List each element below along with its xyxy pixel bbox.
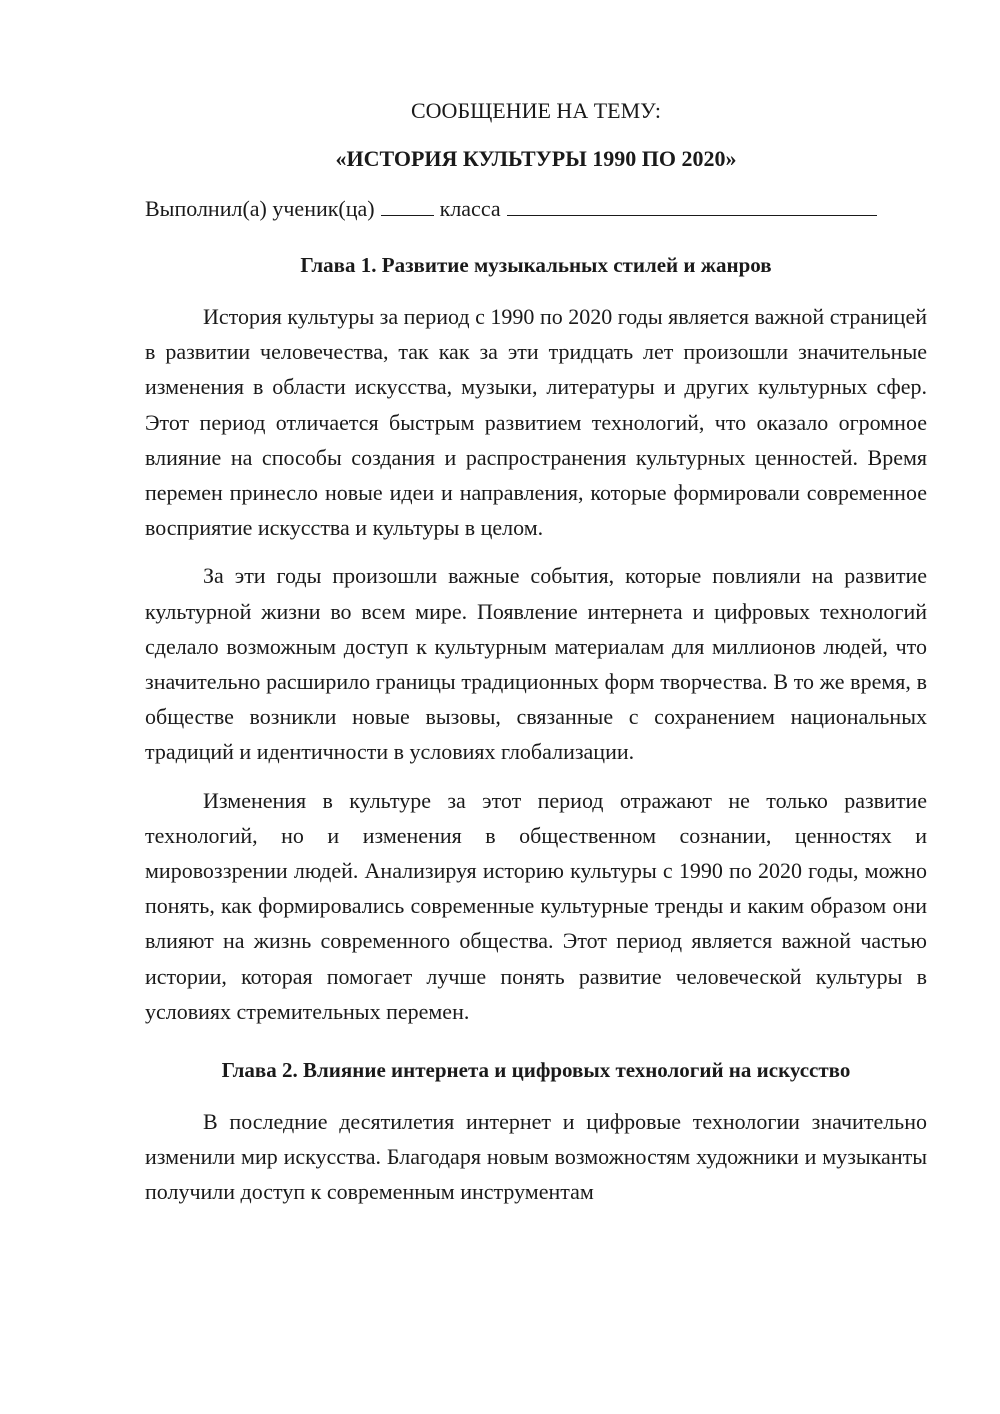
document-page bbox=[145, 92, 927, 1210]
chapter2-paragraph-1: В последние десятилетия интернет и цифровые технологии значительно изменили мир искусства. Благодаря новым возможностям художники и музыканты получили доступ к современным инструментам bbox=[145, 1109, 927, 1205]
chapter1-paragraph-3: Изменения в культуре за этот период отражают не только развитие технологий, но и изменения в общественном сознании, ценностях и мировоззрении людей. Анализируя историю культуры с 1990 по 2020 годы, можно понять, как формировались современные культурные тренды и каким образом они влияют на жизнь современного общества. Этот период является важной частью истории, которая помогает лучше понять развитие человеческой культуры в условиях стремительных перемен. bbox=[145, 787, 927, 1024]
chapter1-paragraph-1: История культуры за период с 1990 по 2020 годы является важной страницей в развитии человечества, так как за эти тридцать лет произошли значительные изменения в области искусства, музыки, литературы и других культурных сфер. Этот период отличается быстрым развитием технологий, что оказало огромное влияние на способы создания и распространения культурных ценностей. Время перемен принесло новые идеи и направления, которые формировали современное восприятие искусства и культуры в целом. bbox=[145, 304, 927, 541]
chapter2-heading: Глава 2. Влияние интернета и цифровых технологий на искусство bbox=[221, 1058, 851, 1083]
class-label-text: класса bbox=[439, 196, 501, 221]
document-title-line1: СООБЩЕНИЕ НА ТЕМУ: bbox=[411, 98, 661, 123]
student-name-blank bbox=[507, 195, 877, 216]
class-number-blank bbox=[381, 195, 434, 216]
student-info-line bbox=[145, 194, 927, 224]
document-title-line2: «ИСТОРИЯ КУЛЬТУРЫ 1990 ПО 2020» bbox=[335, 146, 737, 171]
student-prefix-text: Выполнил(а) ученик(ца) bbox=[145, 196, 375, 221]
chapter1-paragraph-2: За эти годы произошли важные события, которые повлияли на развитие культурной жизни во всем мире. Появление интернета и цифровых технологий сделало возможным доступ к культурным материалам для миллионов людей, что значительно расширило границы традиционных форм творчества. В то же время, в обществе возникли новые вызовы, связанные с сохранением национальных традиций и идентичности в условиях глобализации. bbox=[145, 563, 927, 765]
chapter1-heading: Глава 1. Развитие музыкальных стилей и жанров bbox=[300, 253, 772, 277]
